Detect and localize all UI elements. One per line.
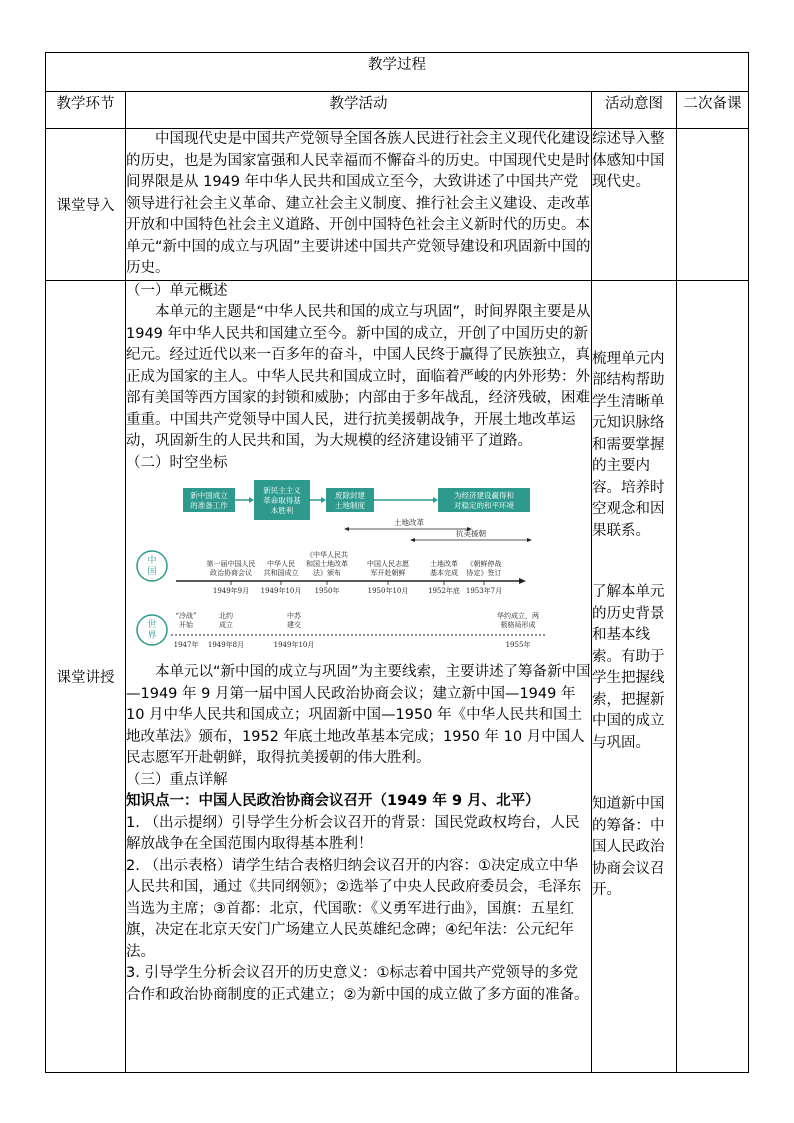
header-revision: 二次备课 <box>677 92 749 129</box>
china-axis-arrowhead <box>519 578 526 584</box>
china-event-label: 政治协商会议 <box>210 569 252 577</box>
kp1-item-1: 1. （出示提纲）引导学生分析会议召开的背景：国民党政权垮台，人民解放战争在全国范围内取得基本胜利！ <box>126 814 580 852</box>
knowledge-point-1-title: 知识点一：中国人民政治协商会议召开（1949 年 9 月、北平） <box>126 793 540 809</box>
world-date-label: 1949年8月 <box>207 641 245 649</box>
table-title: 教学过程 <box>46 53 749 92</box>
section2-title: （二）时空坐标 <box>126 454 228 471</box>
timeline-box-label: 新中国成立 <box>190 491 228 500</box>
china-event-label: 法》颁布 <box>313 569 341 577</box>
lecture-intent <box>592 280 677 1072</box>
header-stage: 教学环节 <box>46 92 126 129</box>
intro-text: 中国现代史是中国共产党领导全国各族人民进行社会主义现代化建设的历史，也是为国家富强和人民幸福而不懈奋斗的历史。中国现代史是时间界限是从 1949 年中华人民共和国成立至今，大致讲述了中国共产党领导进行社会主义革命、建立社会主义制度、推行社会主义建设、走改革开放和中国特色社会主义道路、开创中国特色社会主义新时代的历史。本单元“新中国的成立与巩固”主要讲述中国共产党领导建设和巩固新中国的历史。 <box>126 131 591 276</box>
china-event-label: 和国土地改革 <box>306 560 348 568</box>
china-event-label: 军开赴朝鲜 <box>370 569 406 577</box>
section1-title: （一）单元概述 <box>126 282 228 299</box>
world-label: 界 <box>147 631 157 641</box>
china-label: 国 <box>147 567 157 577</box>
lecture-revision <box>677 280 749 1072</box>
timeline-box-label: 革命取得基 <box>263 496 301 505</box>
intent-preparation: 知道新中国的筹备：中国人民政治协商会议召开。 <box>592 796 665 898</box>
china-date-label: 1949年10月 <box>260 587 302 595</box>
world-event-label: 极格局形成 <box>500 621 536 629</box>
china-date-label: 1949年9月 <box>212 587 250 595</box>
world-event-label: 成立 <box>219 621 233 629</box>
china-date-label: 1952年底 <box>428 587 460 595</box>
timeline-box-label: 本胜利 <box>270 506 294 515</box>
world-date-label: 1947年 <box>173 641 199 649</box>
span-label-korea: 抗美援朝 <box>456 529 486 538</box>
world-event-label: 北约 <box>219 612 233 620</box>
china-event-label: 中国人民志愿 <box>367 560 409 568</box>
intro-intent: 综述导入整体感知中国现代史。 <box>592 129 677 281</box>
timeline-box-label: 新民主主义 <box>263 486 301 495</box>
timeline-box-label: 废除封建 <box>335 491 365 500</box>
china-event-label: 第一届中国人民 <box>206 560 256 568</box>
header-activity: 教学活动 <box>126 92 592 129</box>
stage-lecture: 课堂讲授 <box>46 280 126 1072</box>
world-date-label: 1955年 <box>505 641 531 649</box>
china-date-label: 1950年10月 <box>367 587 409 595</box>
timeline-box-label: 对稳定的和平环境 <box>454 501 514 510</box>
span-arrowhead <box>344 527 349 531</box>
timeline-box-arrowhead <box>321 497 326 503</box>
lecture-activity <box>126 280 592 1072</box>
china-date-label: 1953年7月 <box>465 587 503 595</box>
china-event-label: 基本完成 <box>430 569 458 577</box>
world-label: 世 <box>147 620 157 630</box>
intent-structure: 梳理单元内部结构帮助学生清晰单元知识脉络和需要掌握的主要内容。培养时空观念和因果联系。 <box>592 350 665 539</box>
intro-activity <box>126 129 592 281</box>
china-event-label: 《朝鲜停战 <box>466 560 502 568</box>
header-intent: 活动意图 <box>592 92 677 129</box>
span-arrowhead <box>527 538 532 542</box>
kp1-item-3: 3. 引导学生分析会议召开的历史意义：①标志着中国共产党领导的多党合作和政治协商制度的正式建立；②为新中国的成立做了多方面的准备。 <box>126 965 589 1003</box>
stage-intro: 课堂导入 <box>46 129 126 281</box>
china-event-label: 共和国成立 <box>263 569 299 577</box>
span-label-land-reform: 土地改革 <box>394 518 424 527</box>
world-event-label: 华约成立，两 <box>497 612 539 620</box>
china-label: 中 <box>147 556 157 566</box>
section2-text: 本单元以“新中国的成立与巩固”为主要线索，主要讲述了筹备新中国—1949 年 9 月第一届中国人民政治协商会议；建立新中国—1949 年 10 月中华人民共和国成立；巩固新中国—1950 年《中华人民共和国土地改革法》颁布，1952 年底土地改革基本完成；1950 年 10 月中国人民志愿军开赴朝鲜，取得抗美援朝的伟大胜利。 <box>126 664 591 766</box>
section1-text: 本单元的主题是“中华人民共和国的成立与巩固”，时间界限主要是从 1949 年中华人民共和国建立至今。新中国的成立，开创了中国历史的新纪元。经过近代以来一百多年的奋斗，中国人民终于赢得了民族独立，真正成为国家的主人。中华人民共和国成立时，面临着严峻的内外形势：外部有美国等西方国家的封锁和威胁；内部由于多年战乱，经济残破，困难重重。中国共产党领导中国人民，进行抗美援朝战争，开展土地改革运动，巩固新生的人民共和国，为大规模的经济建设铺平了道路。 <box>126 304 591 449</box>
world-event-label: 开始 <box>179 621 193 629</box>
teaching-process-table <box>45 52 749 1073</box>
timeline-box-label: 土地制度 <box>335 501 365 510</box>
china-event-label: 土地改革 <box>430 560 458 568</box>
china-event-label: 《中华人民共 <box>306 551 348 559</box>
world-event-label: 中苏 <box>287 612 301 620</box>
timeline-box-arrowhead <box>249 497 254 503</box>
section3-title: （三）重点详解 <box>126 771 228 788</box>
kp1-item-2: 2. （出示表格）请学生结合表格归纳会议召开的内容：①决定成立中华人民共和国，通过《共同纲领》；②选举了中央人民政府委员会，毛泽东当选为主席；③首都：北京，代国歌：《义勇军进行曲》，国旗：五星红旗，决定在北京天安门广场建立人民英雄纪念碑；④纪年法：公元纪年法。 <box>126 857 582 960</box>
intent-background: 了解本单元的历史背景和基本线索。有助于学生把握线索，把握新中国的成立与巩固。 <box>592 584 665 751</box>
timeline-box-arrowhead <box>433 497 438 503</box>
world-date-label: 1949年10月 <box>273 641 315 649</box>
timeline-box-label: 的准备工作 <box>190 501 228 510</box>
china-event-label: 中华人民 <box>267 560 295 568</box>
world-event-label: “冷战” <box>175 612 197 620</box>
span-arrowhead <box>410 538 415 542</box>
timeline-chart <box>126 478 576 658</box>
china-event-label: 协定》签订 <box>466 569 502 577</box>
timeline-box-label: 为经济建设赢得和 <box>454 491 514 500</box>
china-date-label: 1950年 <box>314 587 340 595</box>
intro-revision <box>677 129 749 281</box>
world-event-label: 建交 <box>287 621 301 629</box>
